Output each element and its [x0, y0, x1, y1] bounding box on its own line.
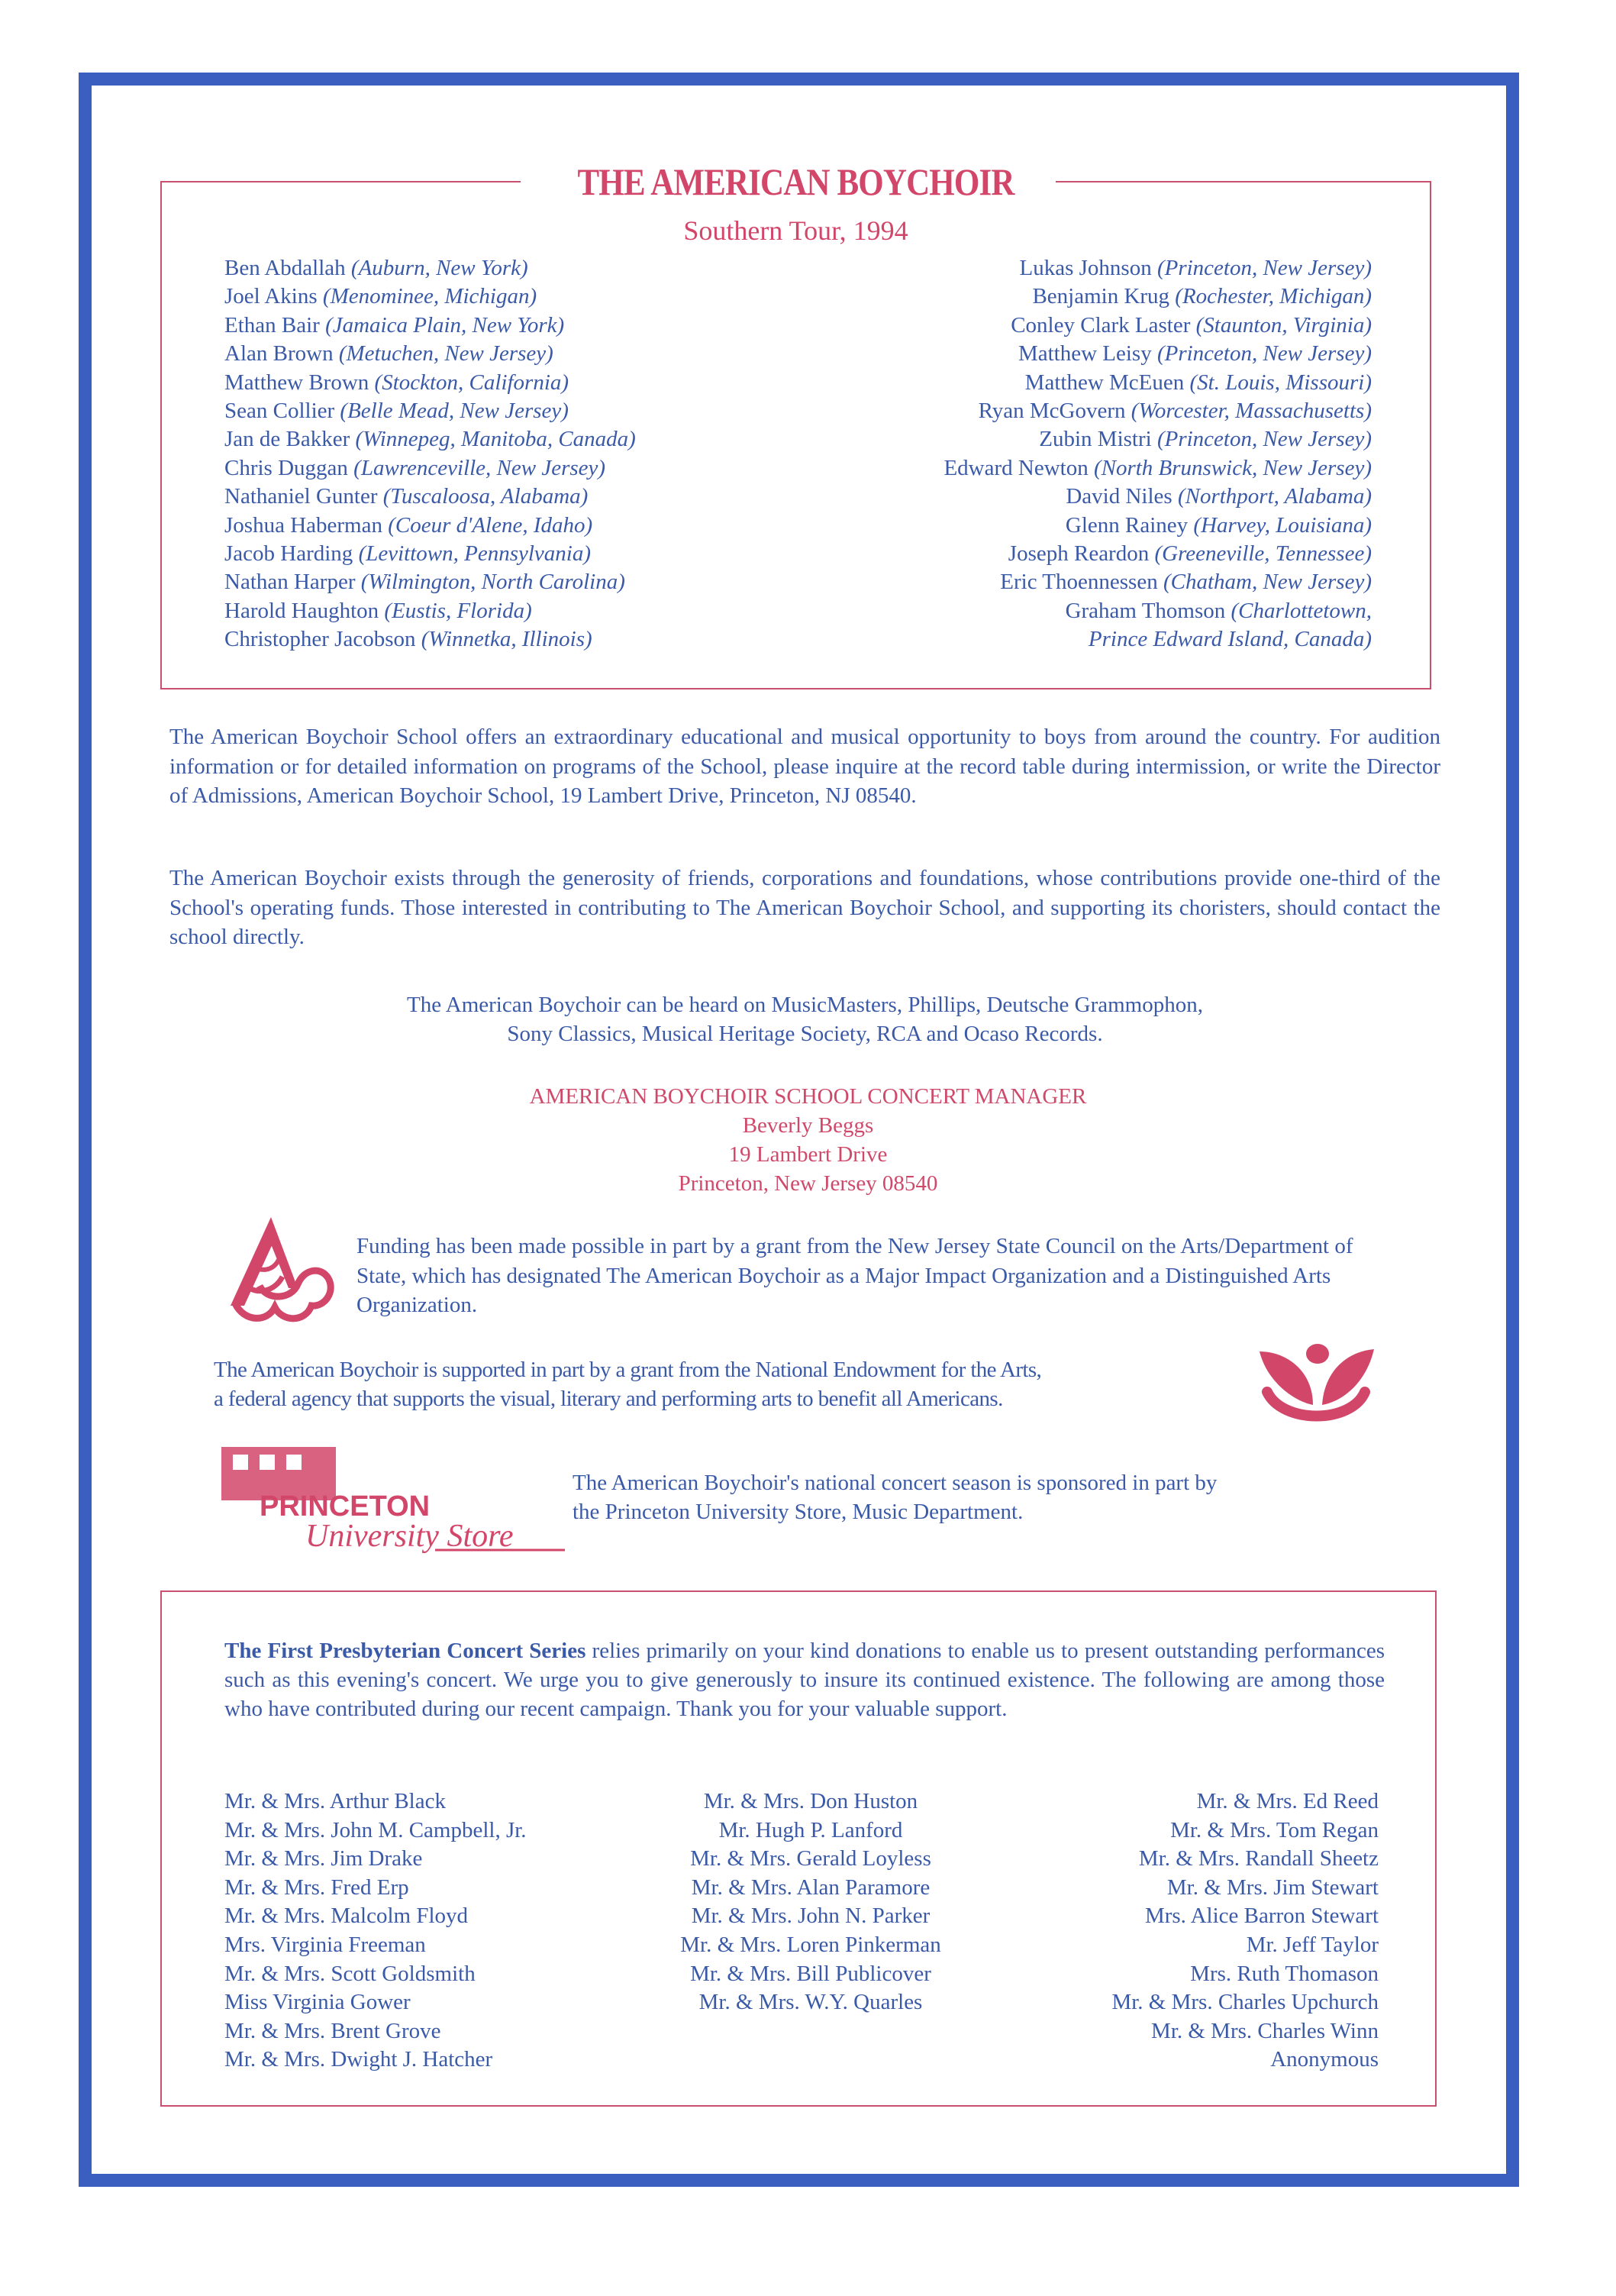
princeton-university-store-logo [214, 1439, 565, 1558]
chorister-name: Alan Brown [224, 341, 334, 367]
chorister-name: Sean Collier [224, 399, 335, 424]
chorister-hometown: (Winnepeg, Manitoba, Canada) [355, 427, 636, 452]
roster-entry [224, 540, 636, 568]
roster-entry [943, 454, 1372, 483]
concert-series-box [160, 1590, 1437, 2107]
chorister-hometown: (Staunton, Virginia) [1195, 312, 1372, 337]
donor-name: Mrs. Alice Barron Stewart [1144, 1904, 1379, 1929]
chorister-name: Chris Duggan [224, 455, 348, 480]
donor-name: Miss Virginia Gower [224, 1990, 411, 2015]
roster-entry [224, 340, 636, 368]
roster-entry [224, 312, 636, 340]
roster-entry [943, 483, 1372, 511]
nea-line-2: a federal agency that supports the visual, literary and performing arts to benefit all Americans. [214, 1387, 1003, 1411]
chorister-name: Graham Thomson [1065, 598, 1226, 623]
roster-title: THE AMERICAN BOYCHOIR [577, 160, 1014, 203]
concert-series-name: The First Presbyterian Concert Series [224, 1639, 586, 1663]
roster-entry [224, 397, 636, 425]
chorister-name: Jan de Bakker [224, 427, 350, 452]
funding-paragraph: The American Boychoir exists through the generosity of friends, corporations and foundations, whose contributions provide one-third of the School's operating funds. Those interested in contributing to The American Boychoir School, and supporting its choristers, should contact the school directly. [169, 866, 1440, 949]
chorister-name: Joseph Reardon [1008, 541, 1150, 567]
donor-name: Mr. & Mrs. Don Huston [703, 1789, 918, 1813]
donor-name: Mrs. Virginia Freeman [224, 1932, 426, 1957]
chorister-hometown: (Coeur d'Alene, Idaho) [388, 512, 593, 538]
store-line-1: The American Boychoir's national concert season is sponsored in part by [573, 1471, 1218, 1495]
donor-name: Mr. & Mrs. Scott Goldsmith [224, 1961, 476, 1986]
chorister-name: Matthew McEuen [1024, 370, 1185, 395]
roster-entry [224, 625, 636, 654]
roster-entry [943, 340, 1372, 368]
manager-street: 19 Lambert Drive [728, 1142, 888, 1167]
chorister-name: Edward Newton [943, 455, 1089, 480]
chorister-name: Glenn Rainey [1065, 512, 1189, 538]
concert-series-intro [224, 1636, 1385, 1723]
recordings-line-1: The American Boychoir can be heard on MusicMasters, Phillips, Deutsche Grammophon, [407, 993, 1203, 1017]
chorister-name: Ethan Bair [224, 312, 320, 337]
roster-entry [224, 369, 636, 397]
chorister-hometown: (Harvey, Louisiana) [1193, 512, 1372, 538]
chorister-hometown: (Belle Mead, New Jersey) [340, 399, 569, 424]
school-paragraph: The American Boychoir School offers an extraordinary educational and musical opportunity to boys from around the country. For audition information or for detailed information on programs of the School, please inquire at the record table during intermission, or write the Director of Admissions, American Boychoir School, 19 Lambert Drive, Princeton, NJ 08540. [169, 725, 1440, 808]
chorister-name: Benjamin Krug [1032, 284, 1170, 309]
roster-entry [224, 283, 636, 311]
nj-arts-council-logo-icon [221, 1216, 336, 1334]
chorister-hometown: (Winnetka, Illinois) [421, 627, 592, 652]
manager-name: Beverly Beggs [742, 1113, 874, 1138]
roster-entry [943, 254, 1372, 283]
chorister-hometown: (Auburn, New York) [350, 256, 528, 280]
chorister-hometown: (Princeton, New Jersey) [1156, 341, 1372, 367]
chorister-name: Nathan Harper [224, 570, 356, 595]
donor-name: Mr. & Mrs. Tom Regan [1170, 1817, 1379, 1842]
chorister-name: Joshua Haberman [224, 512, 382, 538]
roster-entry [943, 568, 1372, 596]
roster-entry [943, 397, 1372, 425]
chorister-name: David Niles [1066, 484, 1172, 509]
roster-entry [224, 512, 636, 540]
chorister-hometown: Prince Edward Island, Canada) [1088, 627, 1372, 652]
roster-right-column [943, 254, 1372, 654]
chorister-hometown: (Eustis, Florida) [384, 598, 532, 623]
roster-entry [943, 540, 1372, 568]
chorister-name: Ryan McGovern [978, 399, 1126, 424]
donor-name: Anonymous [1270, 2047, 1379, 2072]
nj-council-statement: Funding has been made possible in part by a grant from the New Jersey State Council on the Arts/Department of State, which has designated The American Boychoir as a Major Impact Organization and a Distinguished Arts Organization. [356, 1234, 1353, 1317]
roster-entry [943, 283, 1372, 311]
chorister-hometown: (Worcester, Massachusetts) [1131, 399, 1372, 424]
donor-name: Mr. & Mrs. Malcolm Floyd [224, 1904, 469, 1929]
roster-entry [943, 425, 1372, 454]
donor-name: Mr. & Mrs. Loren Pinkerman [680, 1932, 941, 1957]
donor-name: Mr. & Mrs. John N. Parker [691, 1904, 931, 1929]
chorister-hometown: (Northport, Alabama) [1177, 484, 1372, 509]
concert-series-text: relies primarily on your kind donations to enable us to present outstanding performances such as this evening's concert. We urge you to give generously to insure its continued existence. The following are among those who have contributed during our recent campaign. Thank you for your valuable support. [224, 1639, 1385, 1721]
donor-name: Mr. & Mrs. Charles Upchurch [1111, 1990, 1379, 2015]
recordings-line-2: Sony Classics, Musical Heritage Society, RCA and Ocaso Records. [507, 1022, 1103, 1046]
donor-name: Mr. & Mrs. W.Y. Quarles [698, 1990, 923, 2015]
nea-logo-icon [1252, 1340, 1382, 1432]
chorister-name: Nathaniel Gunter [224, 484, 378, 509]
donor-name: Mr. & Mrs. Charles Winn [1151, 2018, 1379, 2043]
chorister-hometown: (Charlottetown, [1231, 598, 1372, 623]
chorister-name: Harold Haughton [224, 598, 379, 623]
chorister-name: Matthew Brown [224, 370, 369, 395]
chorister-hometown: (North Brunswick, New Jersey) [1093, 455, 1372, 480]
donor-name: Mr. & Mrs. Randall Sheetz [1138, 1846, 1379, 1871]
svg-text:University Store: University Store [305, 1519, 514, 1554]
donor-name: Mr. & Mrs. Arthur Black [224, 1789, 446, 1813]
chorister-name: Zubin Mistri [1039, 427, 1152, 452]
chorister-name: Matthew Leisy [1018, 341, 1152, 367]
chorister-hometown: (Metuchen, New Jersey) [338, 341, 553, 367]
chorister-hometown: (Greeneville, Tennessee) [1154, 541, 1372, 567]
chorister-hometown: (Rochester, Michigan) [1175, 284, 1372, 309]
roster-entry [943, 625, 1372, 654]
chorister-hometown: (Chatham, New Jersey) [1163, 570, 1372, 595]
donor-name: Mr. & Mrs. Gerald Loyless [690, 1846, 931, 1871]
donor-name: Mr. & Mrs. Brent Grove [224, 2018, 441, 2043]
svg-text:PRINCETON: PRINCETON [260, 1490, 431, 1523]
chorister-hometown: (Stockton, California) [374, 370, 569, 395]
donor-name: Mr. & Mrs. Jim Drake [224, 1846, 423, 1871]
chorister-hometown: (Menominee, Michigan) [322, 284, 537, 309]
manager-city: Princeton, New Jersey 08540 [678, 1171, 938, 1196]
roster-entry [224, 597, 636, 625]
roster-entry [224, 254, 636, 283]
chorister-name: Conley Clark Laster [1011, 312, 1191, 337]
roster-entry [224, 425, 636, 454]
roster-entry [943, 512, 1372, 540]
chorister-hometown: (Lawrenceville, New Jersey) [353, 455, 606, 480]
chorister-name: Eric Thoennessen [1000, 570, 1158, 595]
donor-column-2 [620, 1787, 1002, 2017]
donor-name: Mr. Jeff Taylor [1246, 1932, 1379, 1957]
donor-column-1 [224, 1787, 527, 2075]
donor-name: Mr. & Mrs. Bill Publicover [690, 1961, 931, 1986]
chorister-name: Joel Akins [224, 284, 318, 309]
donor-name: Mr. & Mrs. Fred Erp [224, 1875, 409, 1900]
donor-name: Mr. & Mrs. Dwight J. Hatcher [224, 2047, 493, 2072]
chorister-name: Christopher Jacobson [224, 627, 416, 652]
chorister-hometown: (St. Louis, Missouri) [1189, 370, 1372, 395]
roster-entry [224, 568, 636, 596]
chorister-hometown: (Tuscaloosa, Alabama) [382, 484, 589, 509]
roster-subtitle: Southern Tour, 1994 [683, 215, 908, 246]
roster-left-column [224, 254, 636, 654]
roster-box [160, 160, 1431, 689]
chorister-name: Ben Abdallah [224, 256, 346, 280]
donor-name: Mr. & Mrs. Ed Reed [1196, 1789, 1379, 1813]
donor-name: Mrs. Ruth Thomason [1190, 1961, 1379, 1986]
store-line-2: the Princeton University Store, Music Department. [573, 1500, 1024, 1524]
chorister-hometown: (Wilmington, North Carolina) [360, 570, 625, 595]
donor-name: Mr. & Mrs. Alan Paramore [691, 1875, 931, 1900]
nea-line-1: The American Boychoir is supported in part by a grant from the National Endowment for the Arts, [214, 1358, 1042, 1382]
chorister-hometown: (Jamaica Plain, New York) [325, 312, 565, 337]
chorister-hometown: (Princeton, New Jersey) [1156, 427, 1372, 452]
donor-name: Mr. & Mrs. John M. Campbell, Jr. [224, 1817, 527, 1842]
donor-name: Mr. Hugh P. Lanford [718, 1817, 903, 1842]
roster-entry [943, 369, 1372, 397]
roster-entry [943, 312, 1372, 340]
manager-heading: AMERICAN BOYCHOIR SCHOOL CONCERT MANAGER [529, 1084, 1087, 1109]
chorister-hometown: (Levittown, Pennsylvania) [358, 541, 591, 567]
donor-name: Mr. & Mrs. Jim Stewart [1166, 1875, 1379, 1900]
chorister-name: Jacob Harding [224, 541, 353, 567]
roster-entry [224, 483, 636, 511]
chorister-name: Lukas Johnson [1019, 256, 1152, 280]
donor-column-3 [1111, 1787, 1379, 2075]
roster-entry [943, 597, 1372, 625]
chorister-hometown: (Princeton, New Jersey) [1156, 256, 1372, 280]
roster-entry [224, 454, 636, 483]
